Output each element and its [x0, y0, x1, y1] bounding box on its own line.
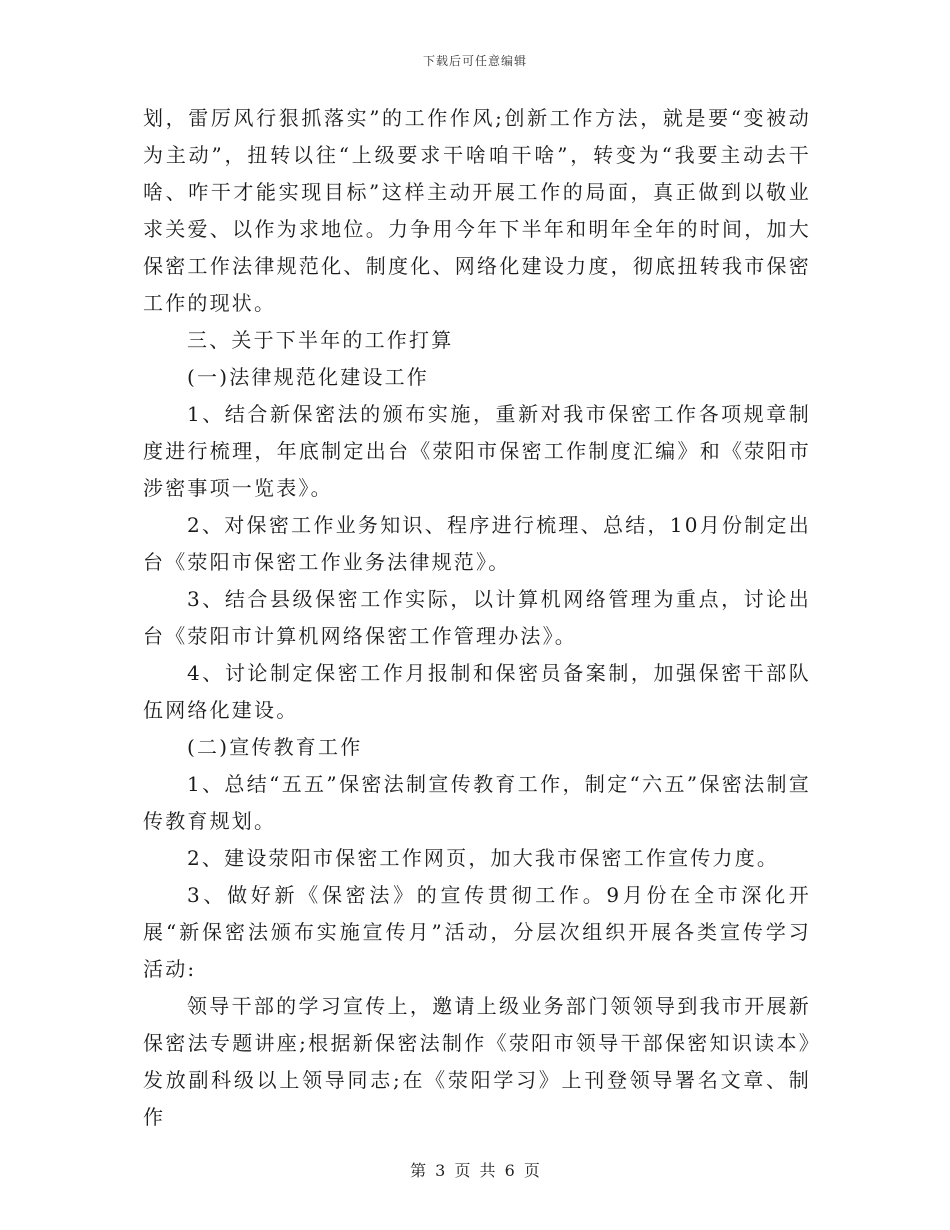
page-number-footer: 第 3 页 共 6 页	[410, 1161, 540, 1180]
subsection-heading-1: (一)法律规范化建设工作	[187, 365, 430, 389]
list-item-7: 3、做好新《保密法》的宣传贯彻工作。9月份在全市深化开展“新保密法颁布实施宣传月”活动，分层次组织开展各类宣传学习活动:	[143, 883, 811, 981]
paragraph-continuation: 划，雷厉风行狠抓落实”的工作作风;创新工作方法，就是要“变被动为主动”，扭转以往“上级要求干啥咱干啥”，转变为“我要主动去干啥、咋干才能实现目标”这样主动开展工作的局面，真正做到以敬业求关爱、以作为求地位。力争用今年下半年和明年全年的时间，加大保密工作法律规范化、制度化、网络化建设力度，彻底扭转我市保密工作的现状。	[143, 106, 811, 315]
list-item-4: 4、讨论制定保密工作月报制和保密员备案制，加强保密干部队伍网络化建设。	[143, 661, 811, 722]
list-item-3: 3、结合县级保密工作实际，以计算机网络管理为重点，讨论出台《荥阳市计算机网络保密工作管理办法》。	[143, 587, 811, 648]
list-item-1: 1、结合新保密法的颁布实施，重新对我市保密工作各项规章制度进行梳理，年底制定出台《荥阳市保密工作制度汇编》和《荥阳市涉密事项一览表》。	[143, 402, 811, 500]
document-body	[143, 100, 811, 1136]
paragraph-leaders-study: 领导干部的学习宣传上，邀请上级业务部门领领导到我市开展新保密法专题讲座;根据新保密法制作《荥阳市领导干部保密知识读本》发放副科级以上领导同志;在《荥阳学习》上刊登领导署名文章、制作	[143, 994, 811, 1129]
page-header: 下载后可任意编辑	[422, 54, 527, 68]
list-item-6: 2、建设荥阳市保密工作网页，加大我市保密工作宣传力度。	[187, 846, 780, 870]
section-heading-3: 三、关于下半年的工作打算	[187, 328, 454, 352]
subsection-heading-2: (二)宣传教育工作	[187, 735, 363, 759]
list-item-2: 2、对保密工作业务知识、程序进行梳理、总结，10月份制定出台《荥阳市保密工作业务法律规范》。	[143, 513, 811, 574]
list-item-5: 1、总结“五五”保密法制宣传教育工作，制定“六五”保密法制宣传教育规划。	[143, 772, 811, 833]
